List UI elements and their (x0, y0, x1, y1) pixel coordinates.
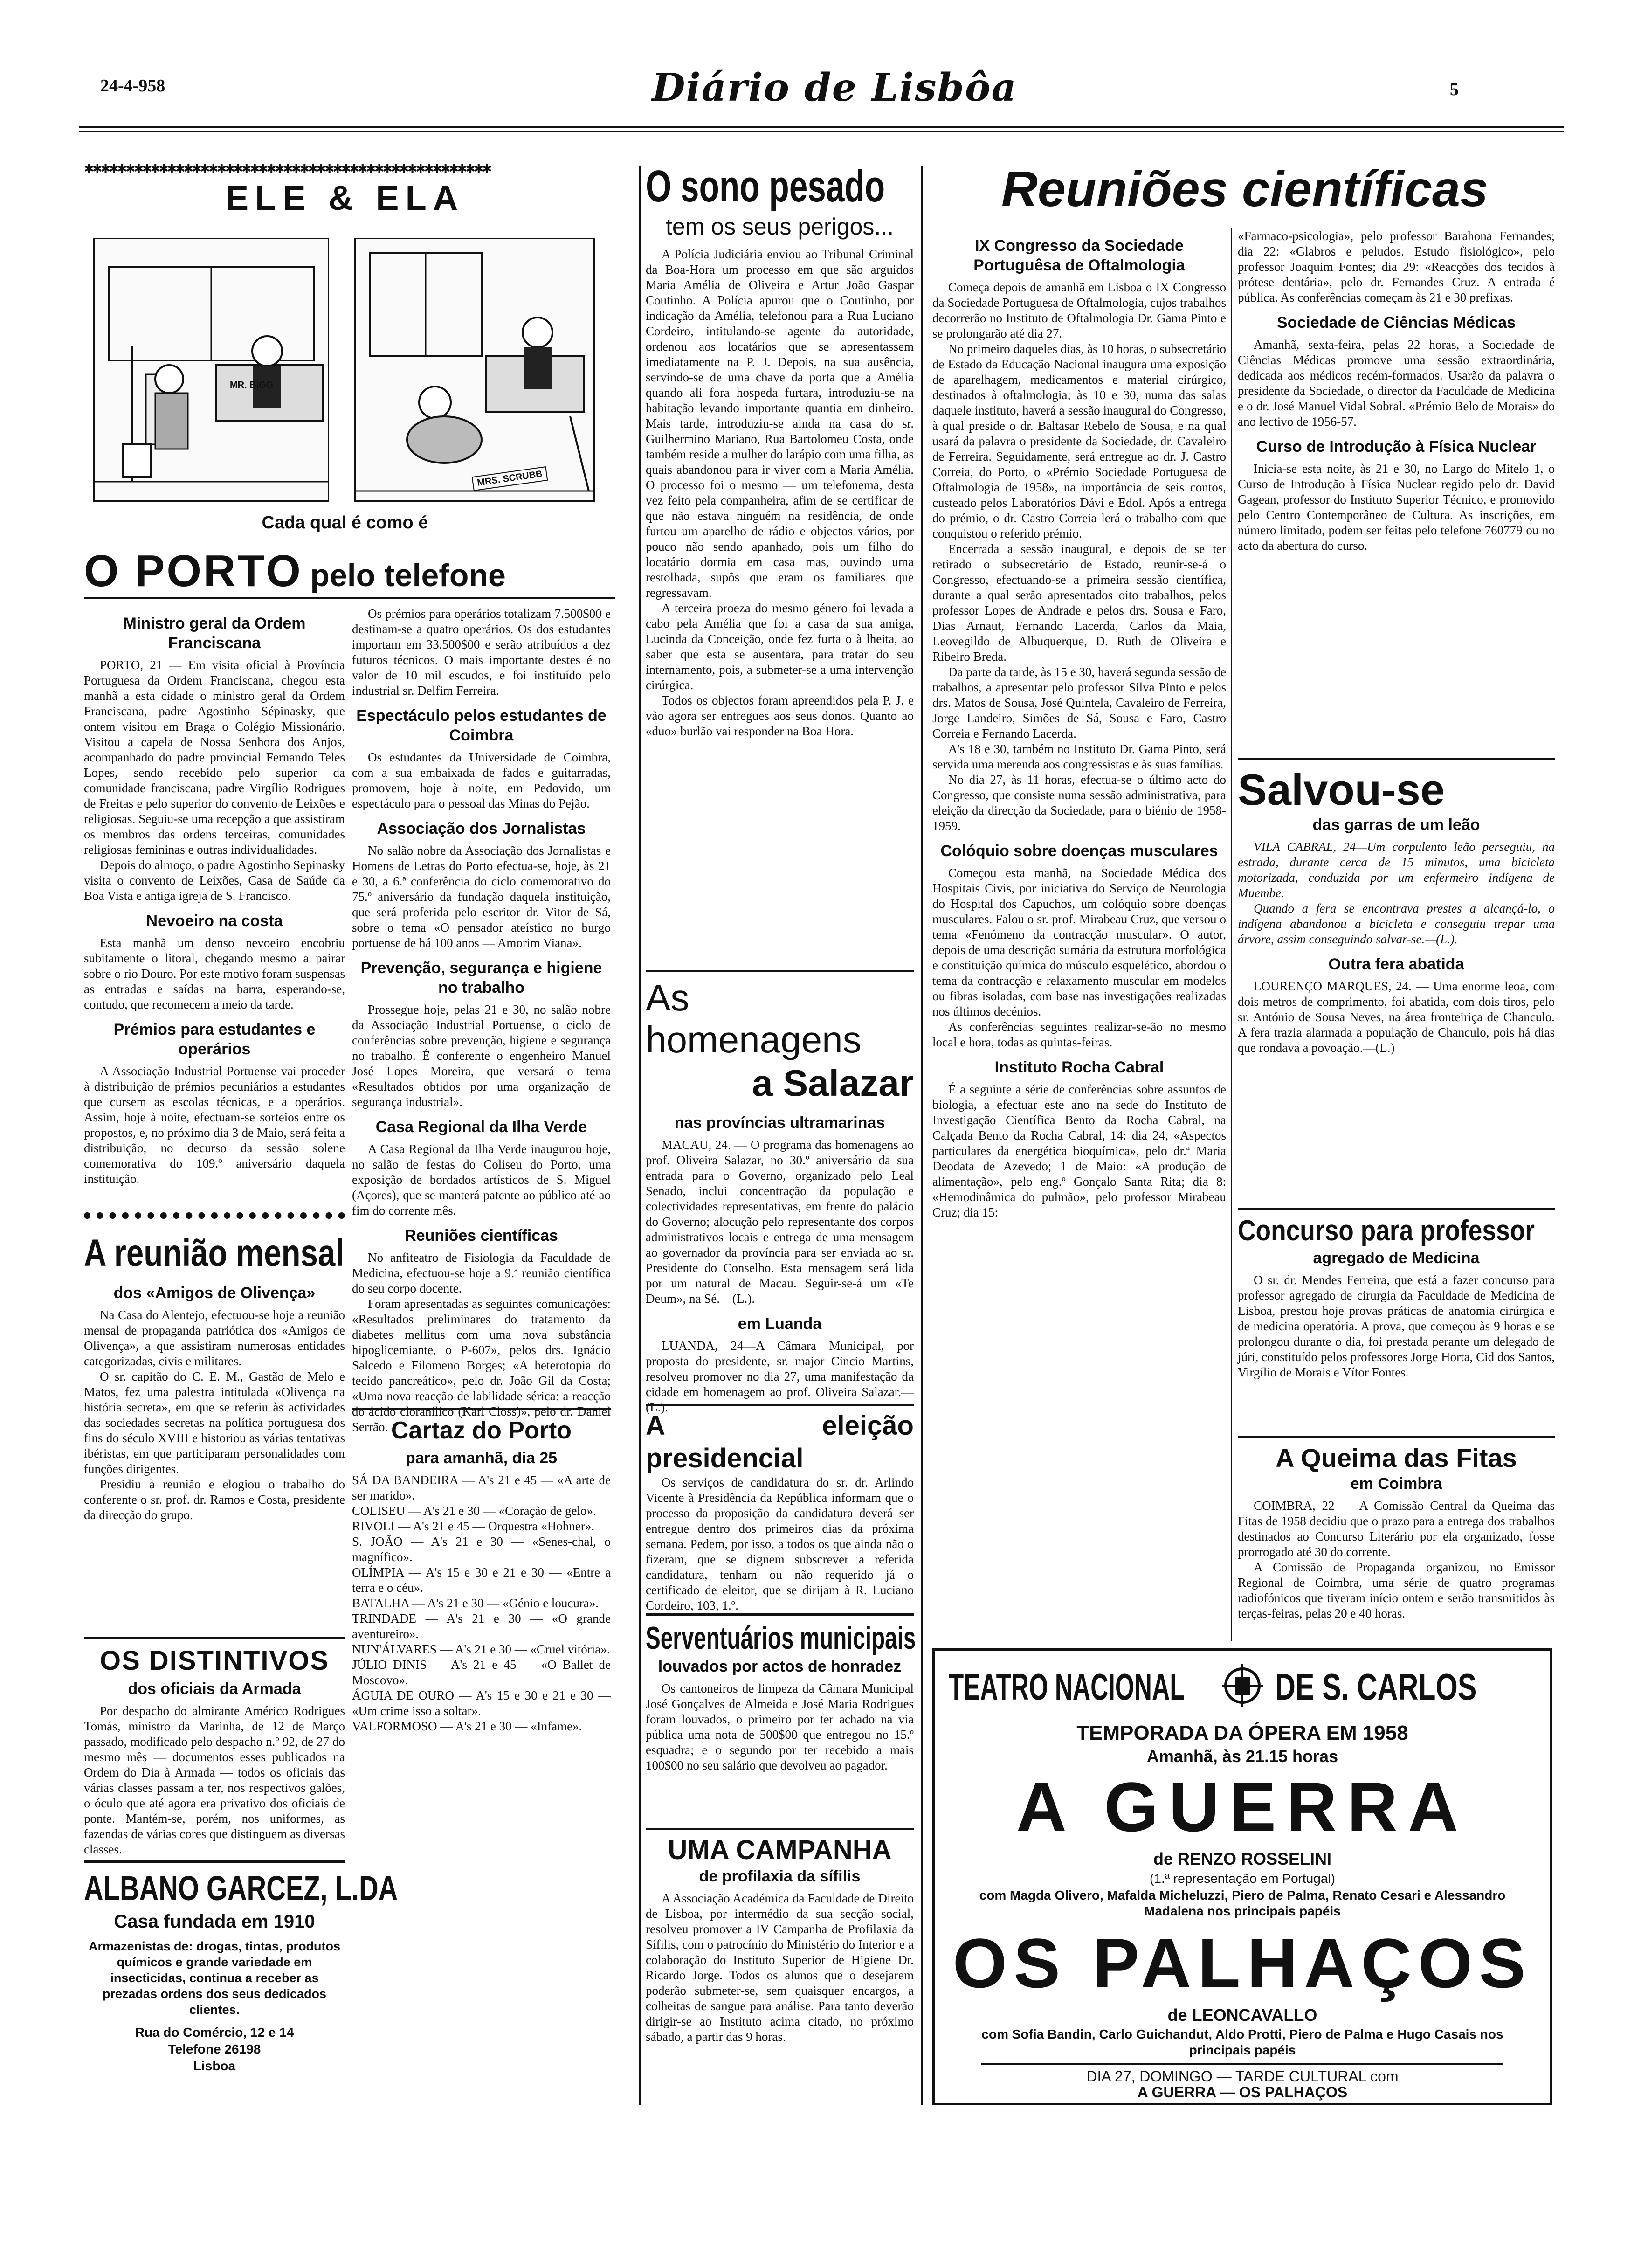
salazar-luanda-text: LUANDA, 24—A Câmara Municipal, por proposta do presidente, sr. major Cincio Martins, resolveu promover no dia 27, uma manifestação da cidade em homenagem ao prof. Oliveira Salazar.—(L.). (646, 1339, 914, 1414)
garcez-advert (84, 1860, 398, 2091)
salvou-text: VILA CABRAL, 24—Um corpulento leão perseguiu, na estrada, durante cerca de 15 minutos, uma bicicleta motorizada, conduzida por um enfermeiro indígena de Muembe. (1238, 840, 1555, 900)
cartaz-item: SÁ DA BANDEIRA — A's 21 e 45 — «A arte de ser marido». (352, 1473, 611, 1502)
serventuarios-title: Serventuários municipais (646, 1620, 916, 1656)
porto-reunioes-text-2: Foram apresentadas as seguintes comunicações: «Resultados preliminares do tratamento da diabetes mellitus com uma nova substância hipoglicemiante, o P-607», pelos drs. Ignácio Salcedo e Filomeno Borges; «A heterotopia do tecido pancreático», pelo dr. João Gil da Costa; «Uma nova reacção de labilidade sérica: a reacção do ácido cloranílico (Karl Closs)», pelo dr. Daniel Serrão. (352, 1297, 611, 1434)
sono-text: A Polícia Judiciária enviou ao Tribunal Criminal da Boa-Hora um processo em que são arguidos Maria Amélia de Oliveira e Artur João Gaspar Coutinho. A Polícia apurou que o Coutinho, por indicação da Amélia, telefonou para a Rua Luciano Cordeiro, intitulando-se agente da autoridade, ordenou aos locatários que se apresentassem imediatamente na P. J. Depois, na sua ausência, servindo-se de uma chave da porta que a Amélia quando ali fora hospeda furtara, introduziu-se na habitação levando importante quantia em dinheiro. Mais tarde, introduziu-se ainda na casa do sr. Guilhermino Mariano, Rua Bartolomeu Costa, onde também reside a mulher do larápio com uma filha, as quais abandonou para ir viver com a Maria Amélia. O processo foi o mesmo — um telefonema, desta vez feito pela companheira, afim de se certificar de que não estava ninguém na residência, de onde furtou um aparelho de rádio e objectos vários, por pouco não sendo apanhado, pois um filho do locatário dormia em casa mas, ouvindo uma restolhada, supôs que eram os familiares que regressavam. (646, 247, 914, 600)
outra-fera-head: Outra fera abatida (1328, 955, 1464, 973)
porto-espectaculo-text: Os estudantes da Universidade de Coimbra, com a sua embaixada de fados e guitarradas, promovem, hoje à noite, em Pedovido, um espectáculo para o pessoal das Minas do Pejão. (352, 750, 611, 810)
distintivos-article (84, 1637, 345, 1856)
salazar-luanda-head: em Luanda (738, 1315, 822, 1333)
comic-border-stars: ✱✱✱✱✱✱✱✱✱✱✱✱✱✱✱✱✱✱✱✱✱✱✱✱✱✱✱✱✱✱✱✱✱✱✱✱✱✱✱✱✱✱✱✱✱✱✱✱✱ (84, 162, 490, 176)
congresso-text-4: Da parte da tarde, às 15 e 30, haverá segunda sessão de trabalhos, a apresentar pelo professor Silva Pinto e pelos drs. Matos de Sousa, José Quintela, Cavaleiro de Ferreira, Jorge Landeiro, Simões de Sá, Sousa e Faro, Castro Correia e Fernando Lacerda. (932, 665, 1227, 740)
campanha-subtitle: de profilaxia da sífilis (699, 1867, 861, 1885)
opera-2-title: OS PALHAÇOS (952, 1924, 1532, 2002)
distintivos-subtitle: dos oficiais da Armada (128, 1680, 301, 1698)
comic-drawing-1 (95, 239, 328, 500)
reunioes-column-left (932, 228, 1226, 1641)
porto-premios-text: A Associação Industrial Portuense vai proceder à distribuição de prémios pecuniários a estudantes que cursem as escolas técnicas, e a operários. Assim, hoje à noite, efectuam-se sorteios entre os propostos, e, no próximo dia 3 de Maio, será feita a distribuição, no decurso da sessão solene comemorativa do 109.º aniversário daquela instituição. (84, 1064, 345, 1186)
porto-ministro-head: Ministro geral da Ordem Franciscana (123, 615, 306, 652)
salazar-title-b: a Salazar (752, 1062, 914, 1104)
distintivos-title: OS DISTINTIVOS (84, 1637, 345, 1677)
comic-panel-2 (354, 238, 595, 502)
comic-panel-1 (93, 238, 329, 502)
cartaz-item: ÁGUIA DE OURO — A's 15 e 30 e 21 e 30 — «Um crime isso a soltar». (352, 1688, 611, 1718)
porto-premios-text-2: Os prémios para operários totalizam 7.500$00 e destinam-se a quatro operários. Os dos estudantes importam em 33.500$00 e serão atribuídos a dez futuros técnicos. O mais importante destes é no valor de 10 mil escudos, e foi instituído pelo industrial sr. Delfim Ferreira. (352, 607, 611, 698)
page-number: 5 (1450, 80, 1459, 99)
porto-headline (84, 546, 615, 599)
porto-reunioes-head: Reuniões científicas (405, 1227, 558, 1245)
queima-text: COIMBRA, 22 — A Comissão Central da Queima das Fitas de 1958 decidiu que o prazo para a entrega dos trabalhos destinados ao Concurso Literário por ela organizado, fosse prorrogado até 30 do corrente. (1238, 1499, 1555, 1559)
porto-nevoeiro-text: Esta manhã um denso nevoeiro encobriu subitamente o litoral, chegando mesmo a pairar sobre o rio Douro. Por este motivo foram suspensas as entradas e saídas na barra, esperando-se, contudo, que recomecem a meio da tarde. (84, 936, 345, 1011)
opera-1-title: A GUERRA (1016, 1768, 1469, 1846)
teatro-sao-carlos-advert (932, 1648, 1552, 2105)
porto-prevencao-head: Prevenção, segurança e higiene no trabalho (360, 959, 602, 996)
queima-subtitle: em Coimbra (1350, 1475, 1442, 1493)
teatro-footer-operas: A GUERRA — OS PALHAÇOS (1137, 2084, 1348, 2101)
opera-2-cast: com Sofia Bandin, Carlo Guichandut, Aldo Protti, Piero de Palma e Hugo Casais nos principais papéis (981, 2027, 1503, 2057)
porto-ilha-verde-head: Casa Regional da Ilha Verde (375, 1118, 587, 1136)
porto-column-left (84, 606, 345, 1203)
ciencias-medicas-head: Sociedade de Ciências Médicas (1276, 314, 1516, 332)
sono-title: O sono pesado (646, 161, 885, 211)
comic-sign-1: MR. BIGG (230, 380, 274, 390)
campanha-title: UMA CAMPANHA (668, 1835, 892, 1865)
cartaz-item: JÚLIO DINIS — A's 21 e 45 — «O Ballet de Moscovo». (352, 1658, 611, 1687)
queima-title: A Queima das Fitas (1276, 1443, 1517, 1473)
sono-article (646, 161, 914, 958)
comic-caption: Cada qual é como é (262, 513, 428, 532)
cartaz-item: COLISEU — A's 21 e 30 — «Coração de gelo». (352, 1504, 596, 1518)
fisica-nuclear-text: Inicia-se esta noite, às 21 e 30, no Largo do Mitelo 1, o Curso de Introdução à Física Nuclear regido pelo dr. David Gagean, professor do Instituto Superior Técnico, e promovido pelo Centro Contemporâneo de Cultura. As inscrições, em número limitado, podem ser feitas pelo telefone 760779 ou no acto da abertura do curso. (1238, 462, 1555, 553)
opera-1-note: (1.ª representação em Portugal) (1150, 1871, 1335, 1886)
eleicao-text: Os serviços de candidatura do sr. dr. Arlindo Vicente à Presidência da República informam que o processo da proposição da candidatura deverá ser entregue dentro dos primeiros dias da próxima semana. Pedem, por isso, a todos os que ainda não o fizeram, que se dignem subscrever a referida candidatura, tenham ou não requerido já o certificado de eleitor, que se dirijam à R. Luciano Cordeiro, 103, 1.º. (646, 1475, 914, 1612)
olivenca-text: Na Casa do Alentejo, efectuou-se hoje a reunião mensal de propaganda patriótica dos «Amigos de Olivença», a que assistiram numerosas entidades categorizadas, civis e militares. (84, 1308, 345, 1368)
cartaz-porto (352, 1408, 611, 2108)
concurso-title: Concurso para professor (1238, 1215, 1535, 1247)
cartaz-item: BATALHA — A's 21 e 30 — «Génio e loucura». (352, 1596, 599, 1610)
salvou-subtitle: das garras de um leão (1312, 816, 1480, 834)
porto-ministro-text-2: Depois do almoço, o padre Agostinho Sepinasky visita o convento de Leixões, Casa de Saúde da Boa Vista e antiga igreja de S. Francisco. (84, 858, 345, 903)
olivenca-subtitle: dos «Amigos de Olivença» (113, 1284, 316, 1302)
coloquio-text: Começou esta manhã, na Sociedade Médica dos Hospitais Civis, por iniciativa do Serviço de Neurologia do Hospital dos Capuchos, um colóquio sobre doenças musculares. Falou o sr. prof. Mirabeau Cruz, que versou o tema «Fenómeno da contracção muscular». O autor, depois de uma descrição sumária da estrutura morfológica e constituição química do músculo esquelético, abordou o tema da contracção e relaxamento muscular em modelos ou fibras isoladas, com base nas investigações realizadas nos últimos decénios. (932, 866, 1226, 1018)
serventuarios-text: Os cantoneiros de limpeza da Câmara Municipal José Gonçalves de Almeida e José Maria Rodrigues foram louvados, o primeiro por ter achado na via pública uma nota de 500$00 que entregou no 15.º esquadra; e o segundo por ter recebido a mais 100$00 no seu salário que devolveu ao pagador. (646, 1681, 914, 1772)
congresso-text-2: No primeiro daqueles dias, às 10 horas, o subsecretário de Estado da Educação Nacional inaugura uma exposição de aparelhagem, medicamentos e material cirúrgico, destinados à oftalmologia; às 10 e 30, numa das salas daquele instituto, haverá a sessão inaugural do Congresso, à qual preside o dr. Baltasar Rebelo de Sousa, e na qual usará da palavra o presidente da Sociedade, dr. Cavaleiro de Ferreira. Seguidamente, será entregue ao dr. J. Castro Correia, do Porto, o «Prémio Sociedade Portuguesa de Oftalmologia de 1958», na importância de seis contos, custeado pelos Laboratórios Dávi e Edol. Após a entrega do prémio, o dr. Castro Correia lerá o trabalho com que conquistou o referido prémio. (932, 342, 1226, 540)
queima-text-2: A Comissão de Propaganda organizou, no Emissor Regional de Coimbra, uma série de quatro programas radiofónicos que tiveram início ontem e serão transmitidos às terças-feiras, pelas 20 e 40 horas. (1238, 1560, 1555, 1620)
newspaper-masthead: Diário de Lisbôa (652, 65, 1017, 110)
serventuarios-article (646, 1613, 914, 1829)
cartaz-title: Cartaz do Porto (352, 1408, 611, 1445)
porto-reunioes-text: No anfiteatro de Fisiologia da Faculdade de Medicina, efectuou-se hoje a 9.ª reunião científica do seu corpo docente. (352, 1251, 611, 1295)
salvou-title: Salvou-se (1238, 765, 1445, 814)
cartaz-item: S. JOÃO — A's 21 e 30 — «Senes-chal, o magnífico». (352, 1535, 611, 1564)
rocha-cabral-text: É a seguinte a série de conferências sobre assuntos de biologia, a efectuar este ano na sede do Instituto de Investigação Científica Bento da Rocha Cabral, na Calçada Bento da Rocha Cabral, 14: dia 24, «Aspectos particulares da energética bioquímica», pelo dr.ª Maria Deodata de Azevedo; 1 de Maio: «A produção de alimentação», pelo eng.º Gonçalo Santa Rita; dia 8: «Hemodinâmica do pulmão», pelo professor Mirabeau Cruz; dia 15: (932, 1082, 1226, 1219)
section-rule (84, 1212, 345, 1219)
olivenca-title: A reunião mensal (84, 1232, 345, 1274)
salazar-article (646, 970, 914, 1414)
congresso-text-6: No dia 27, às 11 horas, efectua-se o último acto do Congresso, que consiste numa sessão administrativa, para eleição da direcção da Sociedade, para o biénio de 1958-1959. (932, 773, 1226, 833)
concurso-article (1238, 1208, 1555, 1438)
issue-date: 24-4-958 (100, 76, 165, 96)
serventuarios-subtitle: louvados por actos de honradez (658, 1658, 902, 1675)
opera-2-composer: de LEONCAVALLO (1167, 2005, 1317, 2025)
ciencias-medicas-text: Amanhã, sexta-feira, pelas 22 horas, a Sociedade de Ciências Médicas promove uma sessão extraordinária, dedicada aos médicos recém-formados. Usarão da palavra o presidente da Sociedade, o director da Faculdade de Medicina e o dr. José Manuel Vidal Sobral. «Prémio Belo de Morais» do ano lectivo de 1956-57. (1238, 338, 1555, 429)
teatro-header (935, 1660, 1550, 1711)
opera-1-composer: de RENZO ROSSELINI (1153, 1849, 1332, 1868)
porto-title-b: pelo telefone (310, 558, 506, 593)
salazar-text: MACAU, 24. — O programa das homenagens ao prof. Oliveira Salazar, no 30.º aniversário da sua entrada para o Governo, organizado pelo Leal Senado, inclui concentração da população e colectividades representativas, em frente do palácio do Governo; alocução pelo representante dos corpos administrativos locais e entrega de uma mensagem ao governador da província para ser enviada ao sr. Presidente do Conselho. Esta mensagem será lida por um natural de Macau. Seguir-se-á um «Te Deum», na Sé.—(L.). (646, 1138, 914, 1306)
congresso-text-3: Encerrada a sessão inaugural, e depois de se ter retirado o subsecretário de Estado, reunir-se-á o Congresso, efectuando-se a primeira sessão científica, durante a qual serão apresentados oito trabalhos, pelos professor Lopes de Andrade e pelos drs. Sousa e Faro, Dias Arnaut, Fernando Lacerda, Carlos da Maia, Leovegildo de Albuquerque, D. Ruth de Oliveira e Ribeiro Breda. (932, 542, 1226, 664)
opera-1-cast: com Magda Olivero, Mafalda Micheluzzi, Piero de Palma, Renato Cesari e Alessandro Madalena nos principais papéis (979, 1888, 1506, 1918)
porto-ministro-text: PORTO, 21 — Em visita oficial à Província Portuguesa da Ordem Franciscana, chegou esta manhã a esta cidade o ministro geral da Ordem Franciscana, padre Agostinho Sépinasky, que ontem visitou em Braga o Colégio Missionário. Visitou a capela de Nossa Senhora dos Anjos, acompanhado do padre provincial Fernando Teles Lopes, sendo recebido pelo superior da comunidade franciscana, padre Virgílio Rodrigues de Freitas e pelo superior do convento de Leixões e religiosas. Seguiu-se uma recepção a que assistiram os membros das ordens terceiras, comunidades religiosas femininas e outras individualidades. (84, 658, 345, 857)
teatro-name-b: DE S. CARLOS (1275, 1666, 1477, 1708)
coloquio-head: Colóquio sobre doenças musculares (940, 842, 1218, 860)
teatro-footer-line: DIA 27, DOMINGO — TARDE CULTURAL com (981, 2063, 1503, 2085)
sono-subtitle: tem os seus perigos... (665, 214, 894, 240)
congresso-text-5: A's 18 e 30, também no Instituto Dr. Gama Pinto, será servida uma merenda aos congressistas e às suas famílias. (932, 742, 1226, 771)
column-divider (921, 166, 923, 2105)
congresso-text: Começa depois de amanhã em Lisboa o IX Congresso da Sociedade Portuguesa de Oftalmologia, cujos trabalhos decorrerão no Instituto de Oftalmologia Dr. Gama Pinto e se prolongarão até dia 27. (932, 280, 1226, 340)
olivenca-text-2: O sr. capitão do C. E. M., Gastão de Melo e Matos, fez uma palestra intitulada «Olivença na história secreta», em que se referiu às actividades das sociedades secretas na política portuguesa dos fins do século XVIII e historiou as várias tentativas ibéristas, em que participaram personalidades com funções dirigentes. (84, 1369, 345, 1476)
porto-premios-head: Prémios para estudantes e operários (113, 1021, 316, 1058)
sono-text-2: A terceira proeza do mesmo género foi levada a cabo pela Amélia que foi a casa da sua amiga, Lucinda da Conceição, onde fez furta o à lheita, ao saber que esta se ausentara, para tratar do seu internamento, pois, a submeter-se a uma intervenção cirúrgica. (646, 601, 914, 692)
campanha-article (646, 1828, 914, 2114)
salazar-title-a: As homenagens (646, 977, 862, 1060)
teatro-name-a: TEATRO NACIONAL (949, 1666, 1185, 1708)
cartaz-item: VALFORMOSO — A's 21 e 30 — «Infame». (352, 1719, 582, 1733)
porto-title-a: O PORTO (84, 546, 303, 596)
eleicao-article (646, 1404, 914, 1615)
garcez-phone: Telefone 26198 (168, 2042, 261, 2056)
comic-drawing-2 (356, 239, 593, 500)
campanha-text: A Associação Académica da Faculdade de Direito de Lisboa, por intermédio da sua secção social, resolveu promover a IV Campanha de Profilaxia da Sífilis, com o patrocínio do Ministério do Interior e a colaboração do Instituto Superior de Higiene Dr. Ricardo Jorge. Todos os alunos que o desejarem poderão submeter-se, sem quaisquer encargos, a colheitas de sangue para análise. Para tanto deverão dirigir-se ao Instituto acima citado, no próximo sábado, a partir das 9 horas. (646, 1891, 914, 2044)
teatro-time: Amanhã, às 21.15 horas (1146, 1747, 1338, 1766)
olivenca-article (84, 1231, 345, 1641)
cartaz-subtitle: para amanhã, dia 25 (405, 1449, 558, 1467)
garcez-description: Armazenistas de: drogas, tintas, produtos químicos e grande variedade em insecticidas, continua a receber as prezadas ordens dos seus dedicados clientes. (88, 1939, 341, 2017)
comic-strip-ele-ela (84, 163, 606, 546)
comic-title: ELE & ELA (225, 179, 465, 217)
cartaz-item: RIVOLI — A's 21 e 45 — Orquestra «Hohner». (352, 1519, 595, 1533)
garcez-founded: Casa fundada em 1910 (114, 1911, 315, 1932)
coloquio-text-2: As conferências seguintes realizar-se-ão no mesmo local e hora, todas as quintas-feiras. (932, 1020, 1226, 1049)
coat-of-arms-icon (1219, 1662, 1266, 1709)
header-rule (79, 126, 1564, 128)
fisica-nuclear-head: Curso de Introdução à Física Nuclear (1256, 438, 1537, 456)
congresso-head: IX Congresso da Sociedade Portuguêsa de Oftalmologia (973, 237, 1185, 274)
teatro-season: TEMPORADA DA ÓPERA EM 1958 (1076, 1722, 1408, 1744)
concurso-text: O sr. dr. Mendes Ferreira, que está a fazer concurso para professor agregado de cirurgia da Faculdade de Medicina de Lisboa, prestou hoje provas práticas de anatomia cirúrgica e de medicina operatória. A prova, que começou às 9 horas e se prolongou durante o dia, foi prestada perante um delegado de júri, constituído pelos professores Jorge Horta, Cid dos Santos, Virgílio de Morais e Vítor Fontes. (1238, 1273, 1555, 1379)
cartaz-item: NUN'ÁLVARES — A's 21 e 30 — «Cruel vitória». (352, 1642, 610, 1656)
salvou-text-2: Quando a fera se encontrava prestes a alcançá-lo, o indígena abandonou a bicicleta e conseguiu trepar uma árvore, assim conseguindo salvar-se.—(L.). (1238, 901, 1555, 946)
porto-espectaculo-head: Espectáculo pelos estudantes de Coimbra (356, 707, 607, 744)
garcez-city: Lisboa (193, 2059, 236, 2073)
salazar-subtitle: nas províncias ultramarinas (674, 1114, 885, 1132)
porto-ilha-verde-text: A Casa Regional da Ilha Verde inaugurou hoje, no salão de festas do Coliseu do Porto, uma exposição de bordados artísticos de S. Miguel (Açores), que se manterá patente ao público até ao fim do corrente mês. (352, 1142, 611, 1217)
distintivos-text: Por despacho do almirante Américo Rodrigues Tomás, ministro da Marinha, de 12 de Março passado, modificado pelo despacho n.º 92, de 27 do mesmo mês — documentos esses publicados na Ordem do Dia à Armada — todos os oficiais das várias classes passam a ter, nos respectivos galões, o óculo que até agora era privativo dos oficiais de ponte. Mantém-se, porém, nos uniformes, as fazendas de várias cores que distinguem as diversas classes. (84, 1704, 345, 1856)
salvou-article (1238, 758, 1555, 1208)
eleicao-title: A eleição presidencial (646, 1411, 914, 1473)
cartaz-list (352, 1473, 611, 1734)
porto-prevencao-text: Prossegue hoje, pelas 21 e 30, no salão nobre da Associação Industrial Portuense, o ciclo de conferências sobre prevenção, higiene e segurança no trabalho. É conferente o engenheiro Manuel José Lopes Moreira, que versará o tema «Resultados obtidos por uma organização de segurança industrial». (352, 1003, 611, 1109)
column-divider-thin (1231, 228, 1232, 1641)
cartaz-item: TRINDADE — A's 21 e 30 — «O grande aventureiro». (352, 1611, 611, 1641)
reunioes-title: Reuniões científicas (1001, 160, 1489, 217)
porto-jornalistas-head: Associação dos Jornalistas (377, 820, 586, 837)
reunioes-column-right (1238, 228, 1555, 751)
cartaz-item: OLÍMPIA — A's 15 e 30 e 21 e 30 — «Entre a terra e o céu». (352, 1565, 611, 1595)
header-rule-thin (79, 131, 1564, 132)
column-divider (639, 166, 641, 2105)
porto-jornalistas-text: No salão nobre da Associação dos Jornalistas e Homens de Letras do Porto efectua-se, hoje, às 21 e 30, a 6.ª conferência do ciclo comemorativo do 75.º aniversário da fundação daquela instituição, que será proferida pelo escritor dr. Vitor de Sá, sobre o tema «O pensador ateístico no burgo portuense de há 100 anos — Amorim Viana». (352, 844, 611, 950)
porto-nevoeiro-head: Nevoeiro na costa (146, 912, 283, 930)
rocha-cabral-continued: «Farmaco-psicologia», pelo professor Barahona Fernandes; dia 22: «Glabros e peludos. Estudo fisiológico», pelo professor Joaquim Fontes; dia 29: «Reacções dos tecidos à prótese dentária», pelo dr. Fernandes Cruz. A entrada é pública. As conferências começam às 21 e 30 prefixas. (1238, 229, 1555, 304)
rocha-cabral-head: Instituto Rocha Cabral (994, 1058, 1164, 1076)
concurso-subtitle: agregado de Medicina (1313, 1249, 1480, 1267)
garcez-name: ALBANO GARCEZ, L.DA (84, 1869, 398, 1908)
garcez-address: Rua do Comércio, 12 e 14 (135, 2025, 294, 2040)
olivenca-text-3: Presidiu à reunião e elogiou o trabalho do conferente o sr. prof. dr. Ramos e Costa, presidente da direcção do grupo. (84, 1477, 345, 1522)
sono-text-3: Todos os objectos foram apreendidos pela P. J. e vão agora ser entregues aos seus donos. Quanto ao «duo» burlão vai responder na Boa Hora. (646, 693, 914, 738)
queima-article (1238, 1436, 1555, 1647)
outra-fera-text: LOURENÇO MARQUES, 24. — Uma enorme leoa, com dois metros de comprimento, foi abatida, com dois tiros, pelo sr. António de Sousa Neves, na área fronteiriça de Chanculo. A fera trazia alarmada a população de Chanculo, pois há dias que rondava a povoação.—(L.) (1238, 979, 1555, 1055)
comic-sign-2: MRS. SCRUBB (472, 466, 548, 491)
